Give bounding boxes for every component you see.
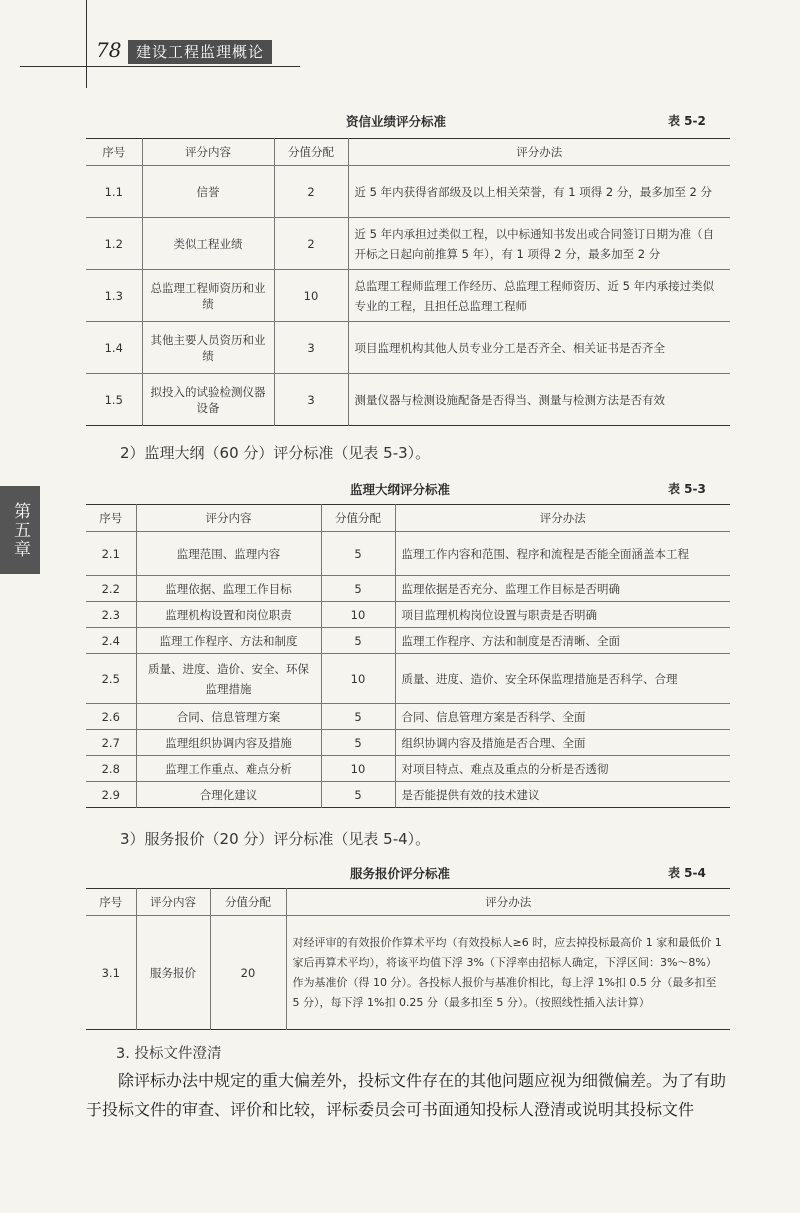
cell-method: 近 5 年内承担过类似工程，以中标通知书发出或合同签订日期为准（自开标之日起向前推算 5 年），有 1 项得 2 分，最多加至 2 分 (348, 218, 730, 270)
table-5-3 (86, 504, 730, 808)
cell-content: 其他主要人员资历和业绩 (142, 322, 274, 374)
table-row (86, 322, 730, 374)
cell-method: 监理工作程序、方法和制度是否清晰、全面 (395, 628, 730, 654)
col-header-method: 评分办法 (286, 889, 730, 916)
table-header-row (86, 505, 730, 532)
table-row (86, 576, 730, 602)
table-5-3-number: 表 5-3 (668, 482, 706, 496)
chapter-tab: 第五章 (0, 486, 40, 574)
table-row (86, 756, 730, 782)
cell-content: 监理机构设置和岗位职责 (136, 602, 321, 628)
body-paragraph: 除评标办法中规定的重大偏差外，投标文件存在的其他问题应视为细微偏差。为了有助于投标文件的审查、评价和比较，评标委员会可书面通知投标人澄清或说明其投标文件 (86, 1071, 727, 1119)
cell-score: 10 (274, 270, 348, 322)
cell-content: 服务报价 (136, 916, 210, 1030)
col-header-no: 序号 (86, 889, 136, 916)
cell-score: 3 (274, 322, 348, 374)
cell-score: 2 (274, 218, 348, 270)
cell-no: 1.2 (86, 218, 142, 270)
table-5-2-title: 资信业绩评分标准 (346, 114, 447, 129)
table-row (86, 602, 730, 628)
cell-method: 项目监理机构岗位设置与职责是否明确 (395, 602, 730, 628)
cell-score: 5 (321, 704, 395, 730)
cell-method: 组织协调内容及措施是否合理、全面 (395, 730, 730, 756)
cell-no: 1.1 (86, 166, 142, 218)
cell-score: 10 (321, 602, 395, 628)
cell-method: 总监理工程师监理工作经历、总监理工程师资历、近 5 年内承接过类似专业的工程，且担任总监理工程师 (348, 270, 730, 322)
col-header-content: 评分内容 (136, 505, 321, 532)
cell-score: 10 (321, 654, 395, 704)
cell-method: 近 5 年内获得省部级及以上相关荣誉，有 1 项得 2 分，最多加至 2 分 (348, 166, 730, 218)
table-5-2-number: 表 5-2 (668, 114, 706, 128)
col-header-score: 分值分配 (210, 889, 286, 916)
cell-no: 2.2 (86, 576, 136, 602)
table-header-row (86, 139, 730, 166)
table-row (86, 654, 730, 704)
col-header-no: 序号 (86, 139, 142, 166)
cell-content: 总监理工程师资历和业绩 (142, 270, 274, 322)
table-5-2 (86, 138, 730, 426)
cell-score: 5 (321, 730, 395, 756)
table-row (86, 532, 730, 576)
header-vertical-rule (86, 0, 87, 88)
cell-no: 1.5 (86, 374, 142, 426)
cell-no: 2.1 (86, 532, 136, 576)
cell-method: 对项目特点、难点及重点的分析是否透彻 (395, 756, 730, 782)
col-header-method: 评分办法 (395, 505, 730, 532)
page-number: 78 (96, 38, 122, 62)
cell-score: 3 (274, 374, 348, 426)
cell-score: 5 (321, 532, 395, 576)
cell-no: 3.1 (86, 916, 136, 1030)
cell-method: 监理工作内容和范围、程序和流程是否能全面涵盖本工程 (395, 532, 730, 576)
col-header-content: 评分内容 (142, 139, 274, 166)
table-5-4-title: 服务报价评分标准 (350, 866, 451, 881)
cell-content: 质量、进度、造价、安全、环保监理措施 (136, 654, 321, 704)
table-row (86, 730, 730, 756)
cell-no: 1.4 (86, 322, 142, 374)
table-5-4 (86, 888, 730, 1030)
cell-method: 监理依据是否充分、监理工作目标是否明确 (395, 576, 730, 602)
cell-content: 监理组织协调内容及措施 (136, 730, 321, 756)
col-header-no: 序号 (86, 505, 136, 532)
cell-content: 监理范围、监理内容 (136, 532, 321, 576)
col-header-content: 评分内容 (136, 889, 210, 916)
table-row (86, 704, 730, 730)
table-row (86, 270, 730, 322)
col-header-score: 分值分配 (321, 505, 395, 532)
table-row (86, 916, 730, 1030)
cell-no: 2.3 (86, 602, 136, 628)
section-heading: 3. 投标文件澄清 (116, 1046, 222, 1062)
cell-method: 质量、进度、造价、安全环保监理措施是否科学、合理 (395, 654, 730, 704)
table-5-3-title: 监理大纲评分标准 (350, 482, 451, 497)
table-row (86, 782, 730, 808)
cell-no: 2.9 (86, 782, 136, 808)
cell-method: 测量仪器与检测设施配备是否得当、测量与检测方法是否有效 (348, 374, 730, 426)
cell-content: 监理依据、监理工作目标 (136, 576, 321, 602)
cell-score: 5 (321, 782, 395, 808)
cell-content: 合理化建议 (136, 782, 321, 808)
table-5-4-number: 表 5-4 (668, 866, 706, 880)
cell-score: 20 (210, 916, 286, 1030)
cell-score: 5 (321, 628, 395, 654)
section-3-heading: 3）服务报价（20 分）评分标准（见表 5-4）。 (120, 830, 431, 848)
table-row (86, 218, 730, 270)
cell-content: 监理工作程序、方法和制度 (136, 628, 321, 654)
header-horizontal-rule (20, 66, 300, 67)
section-2-heading: 2）监理大纲（60 分）评分标准（见表 5-3）。 (120, 444, 431, 462)
cell-no: 1.3 (86, 270, 142, 322)
cell-content: 类似工程业绩 (142, 218, 274, 270)
cell-content: 合同、信息管理方案 (136, 704, 321, 730)
cell-content: 信誉 (142, 166, 274, 218)
cell-no: 2.7 (86, 730, 136, 756)
table-row (86, 628, 730, 654)
cell-method: 合同、信息管理方案是否科学、全面 (395, 704, 730, 730)
cell-method: 是否能提供有效的技术建议 (395, 782, 730, 808)
table-row (86, 374, 730, 426)
cell-content: 拟投入的试验检测仪器设备 (142, 374, 274, 426)
cell-no: 2.5 (86, 654, 136, 704)
col-header-method: 评分办法 (348, 139, 730, 166)
cell-no: 2.8 (86, 756, 136, 782)
book-title: 建设工程监理概论 (128, 40, 272, 64)
cell-score: 5 (321, 576, 395, 602)
table-header-row (86, 889, 730, 916)
cell-no: 2.6 (86, 704, 136, 730)
cell-method: 项目监理机构其他人员专业分工是否齐全、相关证书是否齐全 (348, 322, 730, 374)
cell-content: 监理工作重点、难点分析 (136, 756, 321, 782)
cell-method: 对经评审的有效报价作算术平均（有效投标人≥6 时，应去掉投标最高价 1 家和最低价 1 家后再算术平均），将该平均值下浮 3%（下浮率由招标人确定，下浮区间：3%～8%）作为基准价（得 10 分）。各投标人报价与基准价相比，每上浮 1%扣 0.5 分（最多扣至 5 分），每下浮 1%扣 0.25 分（最多扣至 5 分）。（按照线性插入法计算） (286, 916, 730, 1030)
col-header-score: 分值分配 (274, 139, 348, 166)
table-row (86, 166, 730, 218)
cell-score: 10 (321, 756, 395, 782)
cell-score: 2 (274, 166, 348, 218)
cell-no: 2.4 (86, 628, 136, 654)
